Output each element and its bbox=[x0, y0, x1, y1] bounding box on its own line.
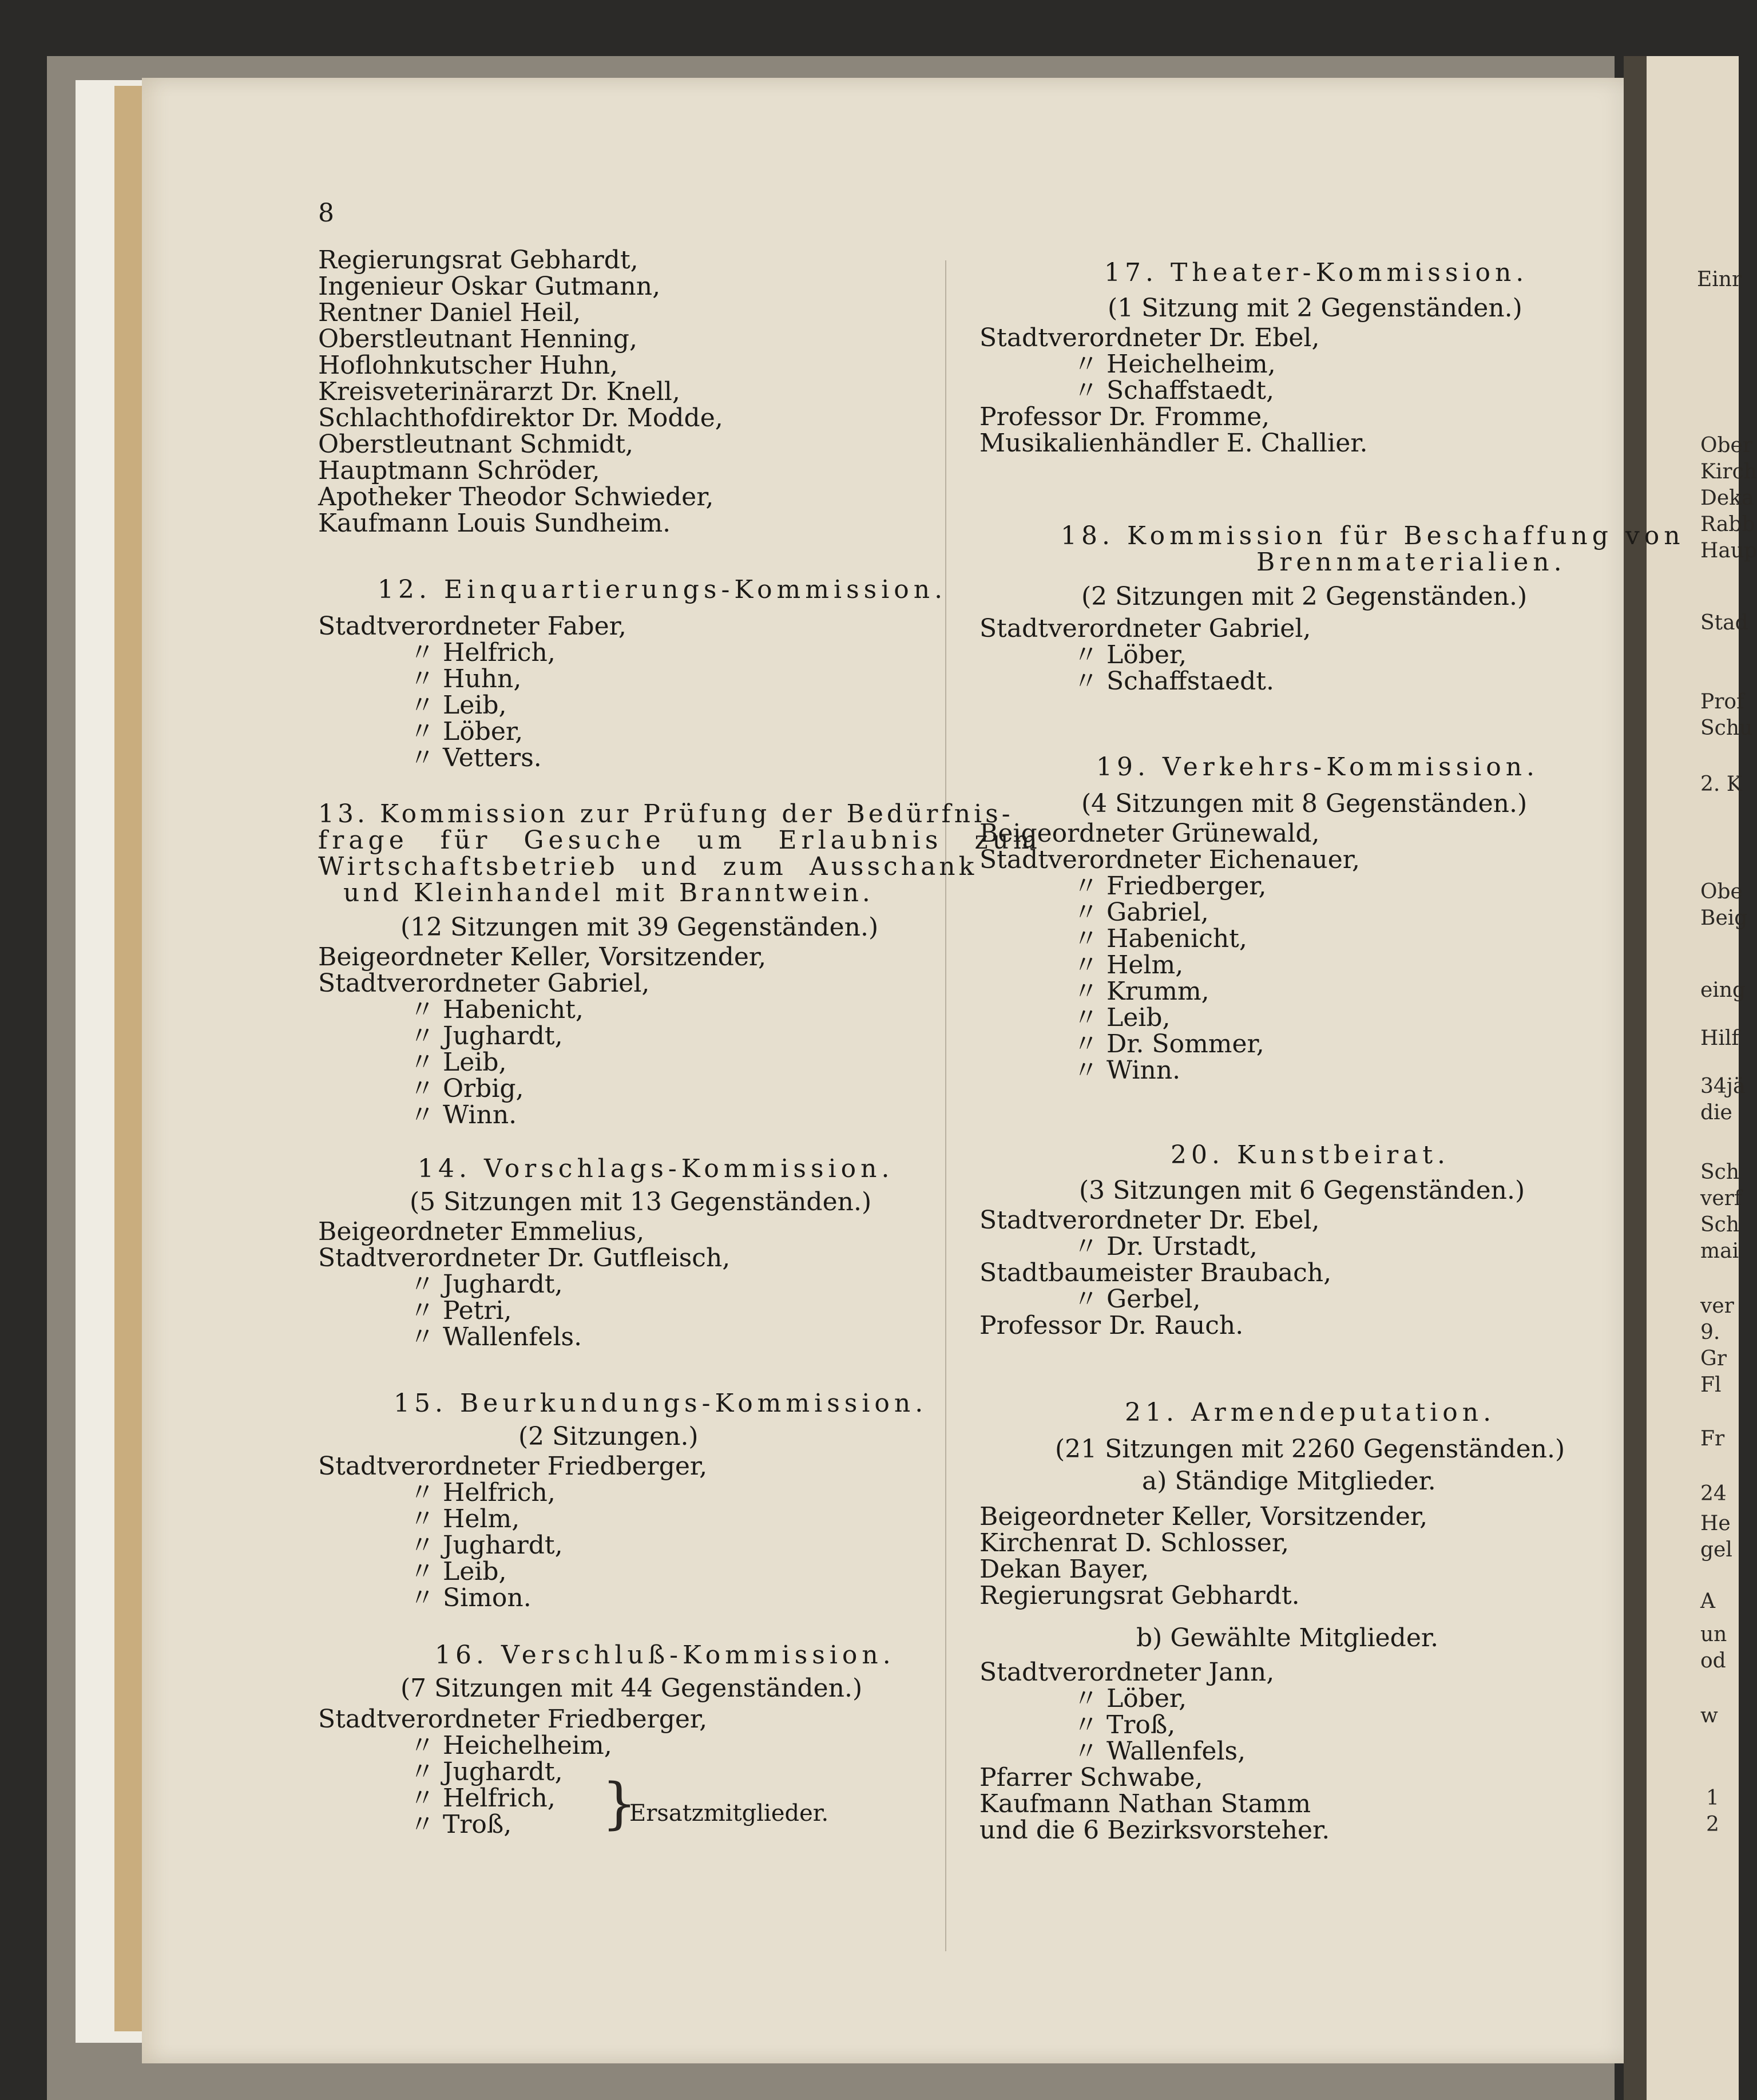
member-line: Stadtbaumeister Braubach, bbox=[979, 1258, 1332, 1287]
section-12-heading: 12. Einquartierungs-Kommission. bbox=[378, 575, 947, 604]
ersatz-note: Ersatzmitglieder. bbox=[629, 1800, 829, 1826]
edge-fragment: 9. bbox=[1700, 1321, 1720, 1344]
member-line: 〃 Huhn, bbox=[410, 664, 522, 694]
edge-fragment: 1 bbox=[1706, 1786, 1719, 1810]
member-line: 〃 Winn. bbox=[410, 1100, 517, 1130]
member-line: und die 6 Bezirksvorsteher. bbox=[979, 1816, 1330, 1845]
edge-fragment: od bbox=[1700, 1649, 1726, 1673]
edge-fragment: verf bbox=[1700, 1187, 1742, 1210]
section-16-sessions: (7 Sitzungen mit 44 Gegenständen.) bbox=[400, 1674, 863, 1703]
section-15-heading: 15. Beurkundungs-Kommission. bbox=[394, 1389, 928, 1418]
edge-fragment: Rabb bbox=[1700, 513, 1755, 536]
member-line: Musikalienhändler E. Challier. bbox=[979, 429, 1368, 458]
member-line: Beigeordneter Emmelius, bbox=[318, 1217, 645, 1246]
member-line: Stadtverordneter Eichenauer, bbox=[979, 845, 1360, 874]
member-line: Beigeordneter Keller, Vorsitzender, bbox=[318, 942, 767, 972]
edge-fragment: Einr bbox=[1697, 268, 1742, 291]
edge-fragment: Fl bbox=[1700, 1373, 1722, 1397]
member-line: Oberstleutnant Henning, bbox=[318, 324, 637, 354]
member-line: 〃 Leib, bbox=[410, 691, 507, 720]
member-line: Schlachthofdirektor Dr. Modde, bbox=[318, 403, 723, 433]
member-line: Stadtverordneter Friedberger, bbox=[318, 1705, 708, 1734]
edge-fragment: 34jä bbox=[1700, 1075, 1746, 1098]
member-line: 〃 Habenicht, bbox=[410, 995, 584, 1024]
member-line: Apotheker Theodor Schwieder, bbox=[318, 482, 714, 512]
member-line: Rentner Daniel Heil, bbox=[318, 298, 581, 327]
member-line: Stadtverordneter Faber, bbox=[318, 612, 626, 641]
edge-fragment: Prof bbox=[1700, 690, 1744, 714]
member-line: 〃 Gerbel, bbox=[1073, 1285, 1201, 1314]
edge-fragment: A bbox=[1700, 1590, 1715, 1613]
edge-fragment: Fr bbox=[1700, 1427, 1725, 1451]
member-line: Kaufmann Louis Sundheim. bbox=[318, 509, 671, 538]
edge-fragment: ver bbox=[1700, 1294, 1734, 1318]
member-line: 〃 Wallenfels. bbox=[410, 1322, 582, 1352]
member-line: 〃 Jughardt, bbox=[410, 1531, 563, 1560]
member-line: Pfarrer Schwabe, bbox=[979, 1763, 1203, 1792]
section-21-sub-a: a) Ständige Mitglieder. bbox=[1142, 1467, 1436, 1496]
edge-fragment: Beig bbox=[1700, 906, 1748, 930]
member-line: 〃 Leib, bbox=[1073, 1003, 1171, 1032]
member-line: Kaufmann Nathan Stamm bbox=[979, 1789, 1311, 1818]
member-line: Stadtverordneter Friedberger, bbox=[318, 1452, 708, 1481]
member-line: 〃 Schaffstaedt. bbox=[1073, 667, 1274, 696]
member-line: Stadtverordneter Dr. Gutfleisch, bbox=[318, 1243, 731, 1273]
section-16-heading: 16. Verschluß-Kommission. bbox=[435, 1641, 895, 1670]
section-13-heading-cont: und Kleinhandel mit Branntwein. bbox=[343, 878, 874, 908]
member-line: 〃 Helfrich, bbox=[410, 1478, 556, 1507]
member-line: 〃 Troß, bbox=[410, 1810, 512, 1839]
member-line: 〃 Vetters. bbox=[410, 743, 542, 772]
edge-fragment: 24 bbox=[1700, 1482, 1727, 1505]
book-gutter bbox=[1624, 56, 1647, 2100]
member-line: 〃 Leib, bbox=[410, 1557, 507, 1586]
member-line: Stadtverordneter Gabriel, bbox=[318, 969, 650, 998]
section-14-heading: 14. Vorschlags-Kommission. bbox=[418, 1154, 894, 1183]
section-13-heading-cont: Wirtschaftsbetrieb und zum Ausschank bbox=[318, 852, 978, 881]
member-line: 〃 Winn. bbox=[1073, 1056, 1181, 1085]
member-line: 〃 Krumm, bbox=[1073, 977, 1209, 1006]
member-line: 〃 Dr. Sommer, bbox=[1073, 1029, 1264, 1059]
section-17-sessions: (1 Sitzung mit 2 Gegenständen.) bbox=[1108, 294, 1522, 323]
section-13-sessions: (12 Sitzungen mit 39 Gegenständen.) bbox=[400, 913, 879, 942]
member-line: 〃 Löber, bbox=[1073, 640, 1187, 669]
section-13-heading: 13. Kommission zur Prüfung der Bedürfnis- bbox=[318, 799, 1014, 829]
edge-fragment: Stad bbox=[1700, 611, 1748, 635]
section-14-sessions: (5 Sitzungen mit 13 Gegenständen.) bbox=[410, 1187, 872, 1217]
edge-fragment: He bbox=[1700, 1512, 1731, 1535]
member-line: Stadtverordneter Dr. Ebel, bbox=[979, 323, 1320, 352]
edge-fragment: Haup bbox=[1700, 539, 1757, 562]
member-line: Beigeordneter Keller, Vorsitzender, bbox=[979, 1502, 1428, 1531]
member-line: Professor Dr. Fromme, bbox=[979, 402, 1270, 431]
section-21-heading: 21. Armendeputation. bbox=[1125, 1398, 1496, 1427]
edge-fragment: Deka bbox=[1700, 486, 1754, 510]
member-line: 〃 Heichelheim, bbox=[1073, 350, 1276, 379]
member-line: 〃 Löber, bbox=[1073, 1684, 1187, 1713]
member-line: 〃 Schaffstaedt, bbox=[1073, 376, 1274, 405]
member-line: 〃 Gabriel, bbox=[1073, 898, 1209, 927]
section-21-sub-b: b) Gewählte Mitglieder. bbox=[1136, 1623, 1439, 1653]
section-17-heading: 17. Theater-Kommission. bbox=[1104, 258, 1529, 287]
member-line: 〃 Orbig, bbox=[410, 1074, 524, 1103]
edge-fragment: Ober bbox=[1700, 434, 1753, 457]
member-line: 〃 Dr. Urstadt, bbox=[1073, 1232, 1258, 1261]
member-line: Stadtverordneter Gabriel, bbox=[979, 614, 1311, 643]
member-line: 〃 Jughardt, bbox=[410, 1757, 563, 1786]
member-line: 〃 Heichelheim, bbox=[410, 1731, 612, 1760]
brace-icon: } bbox=[602, 1772, 637, 1836]
edge-fragment: Sch bbox=[1700, 1213, 1740, 1237]
member-line: 〃 Helm, bbox=[1073, 950, 1184, 980]
member-line: 〃 Löber, bbox=[410, 717, 523, 746]
member-line: Stadtverordneter Jann, bbox=[979, 1658, 1275, 1687]
member-line: Regierungsrat Gebhardt. bbox=[979, 1581, 1300, 1610]
member-line: 〃 Jughardt, bbox=[410, 1270, 563, 1299]
member-line: 〃 Petri, bbox=[410, 1296, 512, 1325]
member-line: Beigeordneter Grünewald, bbox=[979, 819, 1320, 848]
member-line: 〃 Habenicht, bbox=[1073, 924, 1247, 953]
section-13-heading-cont: frage für Gesuche um Erlaubnis zum bbox=[318, 826, 1042, 855]
member-line: 〃 Helm, bbox=[410, 1504, 520, 1534]
member-line: 〃 Helfrich, bbox=[410, 1784, 556, 1813]
section-19-sessions: (4 Sitzungen mit 8 Gegenständen.) bbox=[1081, 789, 1528, 818]
edge-fragment: un bbox=[1700, 1623, 1727, 1646]
section-18-heading: 18. Kommission für Beschaffung von bbox=[1061, 521, 1685, 550]
edge-fragment: w bbox=[1700, 1704, 1718, 1727]
edge-fragment: Schu bbox=[1700, 716, 1753, 740]
section-20-sessions: (3 Sitzungen mit 6 Gegenständen.) bbox=[1079, 1176, 1525, 1205]
member-line: 〃 Simon. bbox=[410, 1583, 532, 1612]
column-divider bbox=[945, 260, 946, 1951]
member-line: Ingenieur Oskar Gutmann, bbox=[318, 272, 661, 301]
member-line: 〃 Friedberger, bbox=[1073, 871, 1267, 901]
member-line: Stadtverordneter Dr. Ebel, bbox=[979, 1206, 1320, 1235]
member-line: Professor Dr. Rauch. bbox=[979, 1311, 1244, 1340]
member-line: Dekan Bayer, bbox=[979, 1555, 1149, 1584]
edge-fragment: 2. K bbox=[1700, 772, 1742, 796]
edge-fragment: mai bbox=[1700, 1239, 1739, 1263]
member-line: Hauptmann Schröder, bbox=[318, 456, 600, 485]
section-18-sessions: (2 Sitzungen mit 2 Gegenständen.) bbox=[1081, 582, 1528, 611]
section-18-heading-cont: Brennmaterialien. bbox=[1256, 548, 1566, 577]
edge-fragment: 2 bbox=[1706, 1813, 1719, 1836]
section-19-heading: 19. Verkehrs-Kommission. bbox=[1096, 752, 1540, 782]
edge-fragment: Obe bbox=[1700, 880, 1743, 904]
page-number: 8 bbox=[318, 199, 334, 228]
member-line: Regierungsrat Gebhardt, bbox=[318, 245, 638, 275]
member-line: 〃 Troß, bbox=[1073, 1710, 1176, 1740]
edge-fragment: Kirch bbox=[1700, 460, 1757, 484]
section-15-sessions: (2 Sitzungen.) bbox=[518, 1422, 699, 1451]
member-line: Kreisveterinärarzt Dr. Knell, bbox=[318, 377, 680, 406]
member-line: Kirchenrat D. Schlosser, bbox=[979, 1528, 1290, 1558]
edge-fragment: Sch bbox=[1700, 1160, 1740, 1184]
member-line: 〃 Jughardt, bbox=[410, 1021, 563, 1051]
section-20-heading: 20. Kunstbeirat. bbox=[1171, 1140, 1450, 1170]
edge-fragment: Gr bbox=[1700, 1347, 1727, 1370]
edge-fragment: gel bbox=[1700, 1538, 1732, 1562]
member-line: Oberstleutnant Schmidt, bbox=[318, 430, 634, 459]
edge-fragment: die bbox=[1700, 1101, 1732, 1124]
member-line: 〃 Helfrich, bbox=[410, 638, 556, 667]
edge-fragment: Hilf bbox=[1700, 1027, 1739, 1050]
member-line: 〃 Leib, bbox=[410, 1048, 507, 1077]
member-line: 〃 Wallenfels, bbox=[1073, 1737, 1246, 1766]
member-line: Hoflohnkutscher Huhn, bbox=[318, 351, 618, 380]
edge-fragment: eing bbox=[1700, 978, 1746, 1002]
section-21-sessions: (21 Sitzungen mit 2260 Gegenständen.) bbox=[1055, 1435, 1565, 1464]
